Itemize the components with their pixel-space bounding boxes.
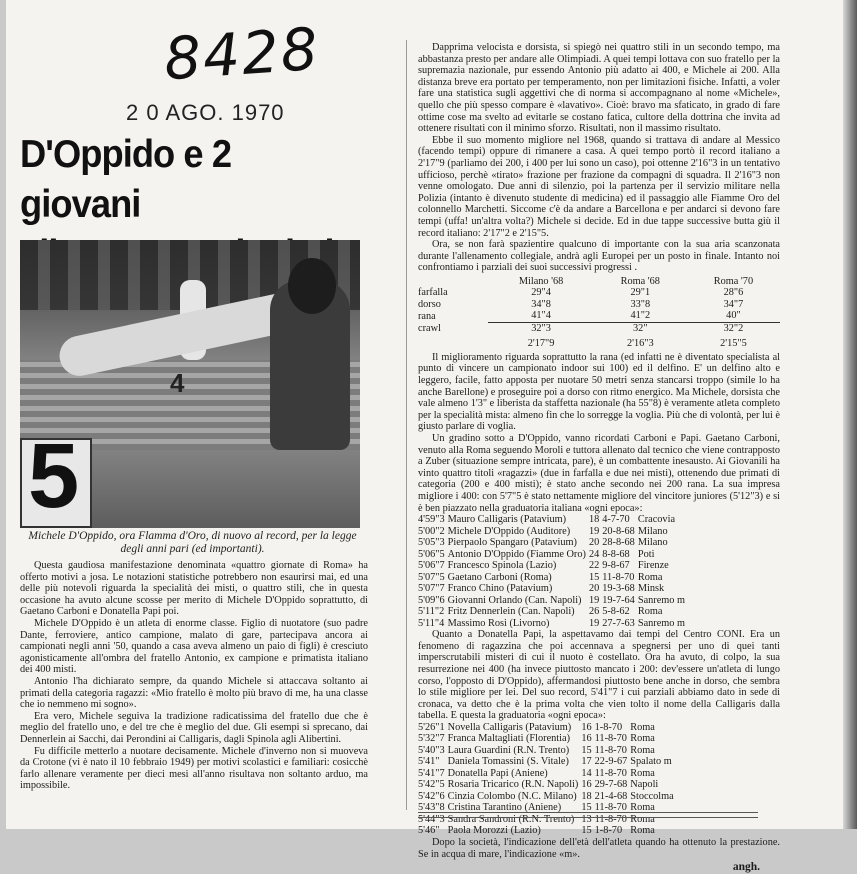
left-paragraph: Antonio l'ha dichiarato sempre, da quando Michele si attaccava soltanto ai primati della categoria ragazzi: «Mio fratello è molto più bravo di me, ha una classe che io nemmeno mi sogno».: [20, 675, 368, 711]
ranking-time: 5'07"5: [418, 571, 445, 583]
ranking-name: Fritz Dennerlein (Can. Napoli): [447, 606, 575, 618]
ranking-date: 28-8-68: [602, 537, 635, 549]
ranking-name: Michele D'Oppido (Auditore): [447, 525, 571, 537]
ranking-name: Laura Guardini (R.N. Trento): [447, 744, 570, 756]
left-paragraph: Michele D'Oppido è un atleta di enorme classe. Figlio di nuotatore (suo padre Dante, ferroviere, antico campione, malato di gare, partecipava ancora ai campionati negli anni '50, quando a casa aveva almeno un paio di figli) è cresciuto agonisticamente all'ombra del fratello Antonio, ex campione e primatista italiano dei 400 misti.: [20, 617, 368, 676]
ranking-time: 4'59"3: [418, 514, 445, 526]
ranking-age: 19: [588, 525, 600, 537]
right-column: [418, 42, 780, 874]
ranking-time: 5'00"2: [418, 525, 445, 537]
splits-value: 41"2: [630, 310, 651, 322]
right-paragraph: Il miglioramento riguarda soprattutto la rana (ed infatti ne è diventato specialista al punto di vincere un campionato indoor sui 100) ed il delfino. E' un delfino alto e leggero, facile, fatto apposta per nuotare 50 metri senza stancarsi troppo (simile lo ha anche Barellone) e proseguire poi a dorso con ritmo energico. Ma Michele, dorsista che vale almeno 1'3" e liberista da staffetta nazionale (ha 55"8) è veramente atleta completo per la specialità mista: almeno fin che lo sorregge la voglia. Più che di volontà, per lui è giusto parlare di voglia.: [418, 351, 780, 433]
ranking-row: [418, 722, 677, 734]
ranking-age: 15: [581, 802, 592, 814]
ranking-date: 19-7-64: [602, 594, 635, 606]
ranking-name: Novella Calligaris (Patavium): [447, 721, 572, 733]
ranking-place: Minsk: [637, 583, 665, 595]
ranking-date: 4-7-70: [602, 514, 630, 526]
ranking-row: [418, 791, 677, 803]
splits-value: 29"1: [630, 287, 651, 299]
ranking-name: Rosaria Tricarico (R.N. Napoli): [447, 779, 579, 791]
splits-stroke: crawl: [418, 322, 441, 334]
ranking-row: [418, 583, 688, 595]
ranking-place: Milano: [637, 525, 668, 537]
ranking-place: Roma: [630, 767, 655, 779]
ranking-age: 15: [588, 571, 600, 583]
ranking-time: 5'09"6: [418, 594, 445, 606]
ranking-date: 11-8-70: [594, 767, 627, 779]
splits-value: 32": [594, 322, 687, 334]
ranking-date: 29-7-68: [594, 779, 628, 791]
ranking-time: 5'06"7: [418, 560, 445, 572]
splits-row: [418, 287, 780, 299]
scan-edge: [843, 0, 857, 829]
ranking-age: 14: [581, 767, 592, 779]
photo-caption: Michele D'Oppido, ora Flamma d'Oro, di nuovo al record, per la legge degli anni pari (ed importanti).: [28, 530, 357, 555]
ranking-time: 5'46": [418, 825, 440, 837]
ranking-time: 5'26"1: [418, 721, 445, 733]
men-ranking-body: [418, 514, 688, 629]
ranking-place: Roma: [637, 606, 663, 618]
splits-total-row: [418, 334, 780, 350]
author-signature: angh.: [732, 861, 760, 874]
ranking-time: 5'32"7: [418, 733, 445, 745]
ranking-row: [418, 768, 677, 780]
ranking-place: Roma: [630, 721, 655, 733]
right-paragraph: Ebbe il suo momento migliore nel 1968, quando si trattava di andare al Messico (facendo tempi) oppure di rimanere a casa. A quei tempo portò il record italiano a 2'17"9 (parliamo dei 200, i 400 per lui sono un caso), poi ottenne 2'16"3 in un tentativo ufficioso, perchè «tirato» frazione per frazione da compagni di squadra. Il 2'16"3 non venne omologato. Due anni di silenzio, poi la partenza per il servizio militare nella Polizia (intanto è divenuto studente di medicina) ed il passaggio alle Fiamme Oro del colonnello Marchetti. Siccome c'è da andare a Barcellona e per andarci si devono fare tempi (uffa! un'altra volta?) Michele si decide. Ed in due tappe successive butta giù il record italiano: 2'17"2 e 2'15"5.: [418, 134, 780, 239]
women-ranking-body: [418, 722, 677, 837]
left-paragraph: Era vero, Michele seguiva la tradizione radicatissima del fratello due che è meglio del fratello uno, e del tre che è meglio del due. Gli esempi si sprecano, dai Dennerlein ai Sacchi, dai Perondini ai Calligaris, dagli Spinola agli Alibertini.: [20, 710, 368, 745]
ranking-row: [418, 756, 677, 768]
left-column: [20, 560, 368, 792]
ranking-date: 1-8-70: [594, 721, 623, 733]
ranking-age: 17: [581, 756, 592, 768]
ranking-date: 11-8-70: [594, 733, 627, 745]
ranking-row: [418, 825, 677, 837]
ranking-name: Cristina Tarantino (Aniene): [447, 802, 562, 814]
ranking-time: 5'44"3: [418, 813, 445, 825]
women-ranking-table: [418, 722, 677, 837]
splits-total: 2'16"3: [626, 338, 654, 350]
ranking-row: [418, 549, 688, 561]
splits-value: 33"8: [630, 298, 651, 310]
right-paragraph: Dopo la società, l'indicazione dell'età dell'atleta quando ha ottenuto la prestazione. Se in acqua di mare, l'indicazione «m».: [418, 836, 780, 860]
ranking-name: Antonio D'Oppido (Fiamme Oro): [447, 548, 586, 560]
ranking-time: 5'11"4: [418, 617, 445, 629]
ranking-row: [418, 618, 688, 630]
splits-column-header: Roma '68: [620, 275, 660, 287]
ranking-row: [418, 526, 688, 538]
ranking-time: 5'05"3: [418, 537, 445, 549]
ranking-name: Mauro Calligaris (Patavium): [447, 514, 567, 526]
date-stamp: 2 0 AGO. 1970: [126, 100, 285, 125]
men-ranking-table: [418, 514, 688, 629]
ranking-age: 19: [588, 594, 600, 606]
ranking-time: 5'07"7: [418, 583, 445, 595]
ranking-row: [418, 606, 688, 618]
newspaper-clipping: [6, 0, 843, 874]
footer-rule: [418, 812, 758, 818]
ranking-place: Roma: [630, 802, 655, 814]
ranking-name: Cinzia Colombo (N.C. Milano): [447, 790, 577, 802]
ranking-name: Sandra Sandroni (R.N. Trento): [447, 813, 575, 825]
splits-header-row: [418, 276, 780, 288]
splits-row: [418, 322, 780, 334]
splits-value: 40": [726, 310, 741, 322]
swimmer-photo: [20, 240, 360, 528]
ranking-place: Cracovia: [637, 514, 676, 526]
left-paragraph: Fu difficile metterlo a nuotare decisamente. Michele d'inverno non si muoveva da Crotone (vi è nato il 10 febbraio 1949) per motivi scolastici e familiari: cosicchè farlo allenare veramente per dieci mesi all'anno risultava non soltanto arduo, ma impossibile.: [20, 745, 368, 792]
splits-table: [418, 276, 780, 350]
ranking-age: 18: [588, 514, 600, 526]
ranking-date: 21-4-68: [594, 790, 628, 802]
ranking-name: Daniela Tomassini (S. Vitale): [447, 756, 569, 768]
splits-value: 32"3: [488, 322, 593, 334]
ranking-time: 5'40"3: [418, 744, 445, 756]
ranking-age: 15: [581, 744, 592, 756]
ranking-row: [418, 595, 688, 607]
ranking-age: 16: [581, 733, 592, 745]
ranking-place: Roma: [637, 571, 663, 583]
ranking-name: Paola Morozzi (Lazio): [447, 825, 541, 837]
ranking-row: [418, 560, 688, 572]
ranking-date: 11-8-70: [594, 744, 627, 756]
ranking-date: 11-8-70: [594, 813, 627, 825]
ranking-place: Firenze: [637, 560, 669, 572]
ranking-time: 5'06"5: [418, 548, 445, 560]
ranking-age: 22: [588, 560, 600, 572]
ranking-time: 5'41": [418, 756, 440, 768]
ranking-time: 5'41"7: [418, 767, 445, 779]
ranking-age: 16: [581, 721, 592, 733]
splits-value: 29"4: [531, 287, 551, 299]
ranking-name: Donatella Papi (Aniene): [447, 767, 548, 779]
headline-line-1: D'Oppido e 2 giovani: [20, 133, 232, 226]
splits-stroke: dorso: [418, 298, 441, 310]
ranking-place: Poti: [637, 548, 655, 560]
archive-number: 8428: [161, 14, 322, 94]
ranking-place: Stoccolma: [630, 790, 674, 802]
splits-column-header: Milano '68: [518, 275, 564, 287]
ranking-age: 13: [581, 813, 592, 825]
ranking-age: 20: [588, 583, 600, 595]
ranking-place: Roma: [630, 744, 655, 756]
ranking-place: Sanremo m: [637, 594, 686, 606]
ranking-time: 5'11"2: [418, 606, 445, 618]
photo-lane-number-5: 5: [28, 425, 80, 527]
splits-total: 2'17"9: [527, 338, 555, 350]
ranking-age: 18: [581, 790, 592, 802]
ranking-place: Napoli: [630, 779, 659, 791]
ranking-place: Roma: [630, 825, 655, 837]
right-paragraph: Quanto a Donatella Papi, la aspettavamo dai tempi del Centro CONI. Era un fenomeno di ragazzina che poi accennava a spegnersi per uno di quei tanti imperscrutabili misteri di cui il nuoto è costellato. Ora ha avuto, di colpo, la sua resurrezione nei 400 (ha invece piuttosto mancato i 200: dev'essere un'atleta di lungo corso, l'opposto di D'Oppido), affermandosi piuttosto bene anche in dorso, che sembra lo stile migliore per lei. Del suo record, 5'41"7 i cui parziali abbiamo dato in sede di cronaca, va detto che è la prima volta che vien tolto il nome della Calligaris dalla tabella. E questa la graduatoria «ogni epoca»:: [418, 629, 780, 722]
ranking-date: 11-8-70: [594, 802, 627, 814]
ranking-time: 5'43"8: [418, 802, 445, 814]
splits-value: 28"6: [723, 287, 744, 299]
ranking-place: Roma: [630, 733, 655, 745]
ranking-age: 15: [581, 825, 592, 837]
ranking-name: Francesco Spinola (Lazio): [447, 560, 557, 572]
ranking-date: 11-8-70: [602, 571, 635, 583]
splits-value: 32"2: [687, 322, 780, 334]
ranking-date: 5-8-62: [602, 606, 630, 618]
splits-stroke: rana: [418, 310, 436, 322]
ranking-name: Massimo Rosi (Livorno): [447, 617, 550, 629]
ranking-date: 8-8-68: [602, 548, 630, 560]
left-paragraph: Questa gaudiosa manifestazione denominata «quattro giornate di Roma» ha offerto motivi a josa. Le notazioni statistiche potrebbero non esaurirsi mai, ed una delle più notevoli riguarda la specialità dei misti, o quattro stili, che in questa occasione ha avuto alcune scosse per merito di Michele D'Oppido soprattutto, di Gaetano Carboni e Donatella Papi poi.: [20, 560, 368, 618]
ranking-age: 26: [588, 606, 600, 618]
ranking-place: Spalato m: [630, 756, 672, 768]
ranking-row: [418, 779, 677, 791]
ranking-row: [418, 537, 688, 549]
right-paragraph: Dapprima velocista e dorsista, si spiegò nei quattro stili in un secondo tempo, ma abbastanza presto per andare alle Olimpiadi. A quei tempi lottava con suo fratello per la supremazia nazionale, pur essendo Antonio più adatto ai 400, e Michele ai 200. Alla distanza breve era portato per temperamento, non per limitazioni fisiche. Infatti, a voler fare una statistica sugli aggettivi che di norma si accompagnano al nome «Michele», quello che più spesso compare è «lavativo». Cioè: bravo ma sfaticato, in grado di fare ottime cose ma svelto ad evitarle se costano fatica, cultore della dottrina che invita ad ottenere risultati con il minimo sforzo. Risultati, non il massimo risultato.: [418, 42, 780, 135]
ranking-name: Franca Maltagliati (Florentia): [447, 733, 571, 745]
photo-swimmer-head: [288, 258, 336, 314]
ranking-name: Pierpaolo Spangaro (Patavium): [447, 537, 577, 549]
splits-stroke: farfalla: [418, 287, 448, 299]
ranking-date: 27-7-63: [602, 617, 635, 629]
ranking-date: 20-8-68: [602, 525, 635, 537]
photo-lane-number-4: 4: [170, 368, 185, 398]
right-paragraph: Ora, se non farà spazientire qualcuno di importante con la sua aria scanzonata durante l'allenamento collegiale, andrà agli Europei per un posto in finale. Intanto noi confrontiamo i parziali dei suoi successivi progressi .: [418, 239, 780, 274]
ranking-name: Gaetano Carboni (Roma): [447, 571, 552, 583]
ranking-age: 24: [588, 548, 600, 560]
ranking-time: 5'42"6: [418, 790, 445, 802]
splits-total: 2'15"5: [720, 338, 747, 350]
ranking-date: 19-3-68: [602, 583, 635, 595]
ranking-age: 20: [588, 537, 600, 549]
ranking-date: 22-9-67: [594, 756, 628, 768]
ranking-row: [418, 572, 688, 584]
ranking-row: [418, 745, 677, 757]
ranking-place: Roma: [630, 813, 655, 825]
splits-value: 41"4: [531, 310, 551, 322]
column-divider: [406, 40, 407, 810]
splits-value: 34"7: [723, 298, 744, 310]
ranking-date: 9-8-67: [602, 560, 630, 572]
splits-column-header: Roma '70: [713, 275, 754, 287]
right-paragraph: Un gradino sotto a D'Oppido, vanno ricordati Carboni e Papi. Gaetano Carboni, venuto alla Roma seguendo Moroli e tuttora allenato dal tecnico che viene contrapposto a Zuber (situazione sempre intricata, pare), è un combattente inesausto. Ai Giovanili ha vinto quattro titoli «ragazzi» (due in farfalla e due nei misti), ottenendo due primati di categoria (200 e 400 misti); è stato anche secondo nei 200 rana. La sua impresa migliore i 400: con 5'7"5 è stato nettamente migliore del vincitore juniores (5'12"3) e si è ben piazzato nella graduatoria italiana «ogni epoca»:: [418, 433, 780, 514]
ranking-place: Sanremo m: [637, 617, 686, 629]
splits-value: 34"8: [531, 298, 551, 310]
ranking-time: 5'42"5: [418, 779, 445, 791]
ranking-date: 1-8-70: [594, 825, 623, 837]
ranking-row: [418, 514, 688, 526]
ranking-name: Giovanni Orlando (Can. Napoli): [447, 594, 582, 606]
splits-row: [418, 299, 780, 311]
ranking-name: Franco Chino (Patavium): [447, 583, 553, 595]
ranking-age: 16: [581, 779, 592, 791]
splits-row: [418, 310, 780, 322]
ranking-age: 19: [588, 617, 600, 629]
ranking-place: Milano: [637, 537, 668, 549]
ranking-row: [418, 733, 677, 745]
